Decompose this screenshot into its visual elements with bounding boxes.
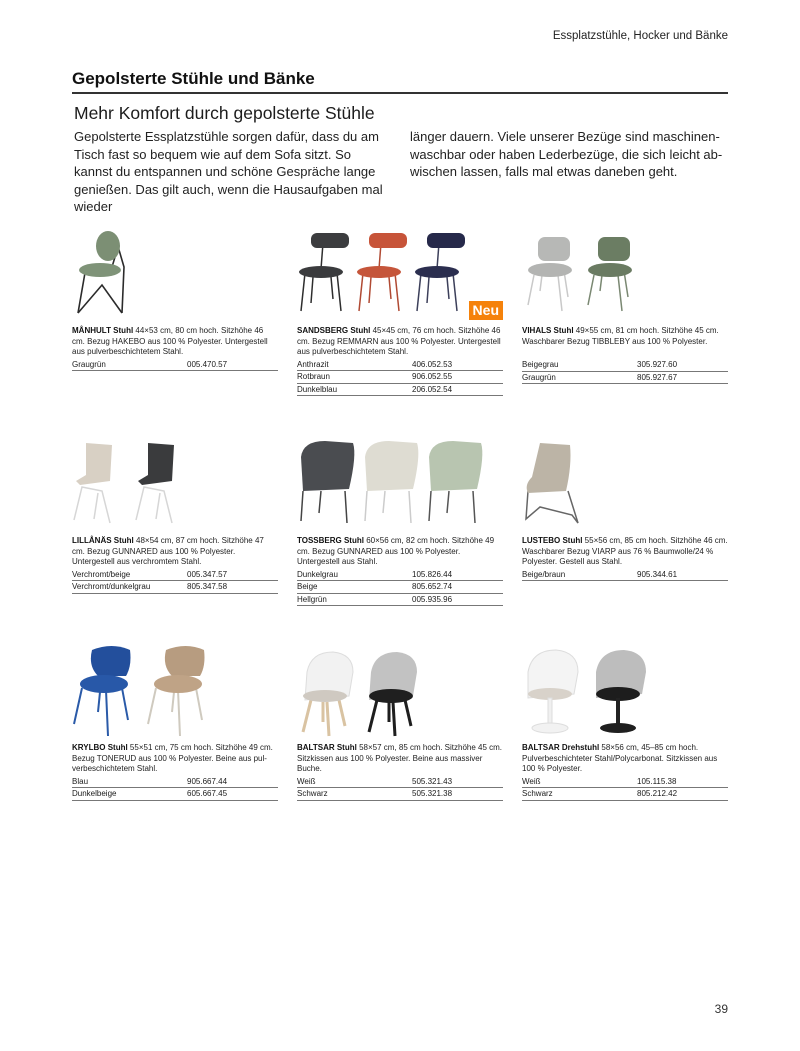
variant-list bbox=[297, 359, 503, 397]
variant-row[interactable]: Rotbraun 906.052.55 bbox=[297, 371, 503, 384]
product-image-manhult bbox=[72, 225, 278, 320]
variant-list bbox=[72, 359, 278, 372]
variant-row[interactable]: Blau 905.667.44 bbox=[72, 776, 278, 789]
new-badge: Neu bbox=[469, 301, 503, 320]
product-image-lillanas bbox=[72, 435, 278, 530]
product-vihals[interactable] bbox=[522, 225, 728, 384]
variant-list bbox=[522, 359, 728, 384]
product-image-baltsar-drehstuhl bbox=[522, 642, 728, 737]
product-image-vihals bbox=[522, 225, 728, 320]
product-description: SANDSBERG Stuhl 45×45 cm, 76 cm hoch. Sitzhöhe 46 cm. Bezug REMMARN aus 100 % Polyester. Untergestell aus pulverbeschichtetem Stahl. bbox=[297, 326, 501, 356]
variant-list bbox=[72, 569, 278, 594]
variant-row[interactable]: Hellgrün 005.935.96 bbox=[297, 594, 503, 607]
product-image-lustebo bbox=[522, 435, 728, 530]
variant-row[interactable]: Beige/braun 905.344.61 bbox=[522, 569, 728, 582]
intro-text-column-1: Gepolsterte Essplatzstühle sorgen dafür, dass du am Tisch fast so bequem wie auf dem Sofa sitzt. So kannst du entspannen und schöne Gespräche lange genießen. Das gilt auch, wenn die Hausaufgaben mal wieder bbox=[74, 129, 383, 214]
product-description: TOSSBERG Stuhl 60×56 cm, 82 cm hoch. Sitzhöhe 49 cm. Bezug GUNNARED aus 100 % Polyester. Untergestell aus Stahl. bbox=[297, 536, 495, 566]
product-description: BALTSAR Stuhl 58×57 cm, 85 cm hoch. Sitzhöhe 45 cm. Sitzkissen aus 100 % Polyester. Beine aus massiver Buche. bbox=[297, 743, 503, 773]
variant-list bbox=[522, 776, 728, 801]
product-description: LILLÅNÄS Stuhl 48×54 cm, 87 cm hoch. Sitzhöhe 47 cm. Bezug GUNNARED aus 100 % Polyester. Untergestell aus verchromtem Stahl. bbox=[72, 536, 264, 566]
variant-row[interactable]: Schwarz 805.212.42 bbox=[522, 788, 728, 801]
variant-row[interactable]: Anthrazit 406.052.53 bbox=[297, 359, 503, 372]
product-manhult[interactable] bbox=[72, 225, 278, 371]
variant-row[interactable]: Dunkelblau 206.052.54 bbox=[297, 384, 503, 397]
product-description: BALTSAR Drehstuhl 58×56 cm, 45–85 cm hoch. Pulverbeschichteter Stahl/Polycarbonat. Sitzkissen aus 100 % Polyester. bbox=[522, 743, 718, 773]
product-baltsar-drehstuhl[interactable] bbox=[522, 642, 728, 801]
product-description: KRYLBO Stuhl 55×51 cm, 75 cm hoch. Sitzhöhe 49 cm. Bezug TONERUD aus 100 % Polyester. Beine aus pulverbeschichtetem Stahl. bbox=[72, 743, 273, 773]
product-image-krylbo bbox=[72, 642, 278, 737]
product-image-sandsberg bbox=[297, 225, 503, 320]
section-label: Essplatzstühle, Hocker und Bänke bbox=[552, 30, 728, 42]
variant-row[interactable]: Verchromt/beige 005.347.57 bbox=[72, 569, 278, 582]
variant-row[interactable]: Graugrün 805.927.67 bbox=[522, 372, 728, 385]
variant-list bbox=[297, 569, 503, 607]
variant-row[interactable]: Weiß 505.321.43 bbox=[297, 776, 503, 789]
page-title: Gepolsterte Stühle und Bänke bbox=[72, 69, 315, 88]
intro-text-column-2: länger dauern. Viele unserer Bezüge sind maschinenwaschbar oder haben Lederbezüge, die sich leicht abwischen lassen, falls mal etwas daneben geht. bbox=[410, 129, 723, 179]
product-description: VIHALS Stuhl 49×55 cm, 81 cm hoch. Sitzhöhe 45 cm. Waschbarer Bezug TIBBLEBY aus 100 % Polyester. bbox=[522, 326, 719, 346]
page-subtitle: Mehr Komfort durch gepolsterte Stühle bbox=[74, 103, 375, 123]
product-lustebo[interactable] bbox=[522, 435, 728, 581]
product-image-baltsar bbox=[297, 642, 503, 737]
variant-row[interactable]: Schwarz 505.321.38 bbox=[297, 788, 503, 801]
variant-row[interactable]: Weiß 105.115.38 bbox=[522, 776, 728, 789]
product-sandsberg[interactable] bbox=[297, 225, 503, 396]
product-description: MÅNHULT Stuhl 44×53 cm, 80 cm hoch. Sitzhöhe 46 cm. Bezug HAKEBO aus 100 % Polyester. Untergestell aus pulverbeschichtetem Stahl. bbox=[72, 326, 268, 356]
product-tossberg[interactable] bbox=[297, 435, 503, 606]
variant-list bbox=[72, 776, 278, 801]
product-lillanas[interactable] bbox=[72, 435, 278, 594]
product-krylbo[interactable] bbox=[72, 642, 278, 801]
variant-list bbox=[297, 776, 503, 801]
variant-row[interactable]: Graugrün 005.470.57 bbox=[72, 359, 278, 372]
variant-row[interactable]: Beige 805.652.74 bbox=[297, 581, 503, 594]
page-number: 39 bbox=[714, 1002, 728, 1016]
title-divider bbox=[72, 92, 728, 94]
product-description: LUSTEBO Stuhl 55×56 cm, 85 cm hoch. Sitzhöhe 46 cm. Waschbarer Bezug VIARP aus 76 % Baumwolle/24 % Polyester. Gestell aus Stahl. bbox=[522, 536, 728, 566]
variant-list bbox=[522, 569, 728, 582]
variant-row[interactable]: Dunkelgrau 105.826.44 bbox=[297, 569, 503, 582]
product-image-tossberg bbox=[297, 435, 503, 530]
variant-row[interactable]: Verchromt/dunkelgrau 805.347.58 bbox=[72, 581, 278, 594]
variant-row[interactable]: Beigegrau 305.927.60 bbox=[522, 359, 728, 372]
product-baltsar[interactable] bbox=[297, 642, 503, 801]
variant-row[interactable]: Dunkelbeige 605.667.45 bbox=[72, 788, 278, 801]
